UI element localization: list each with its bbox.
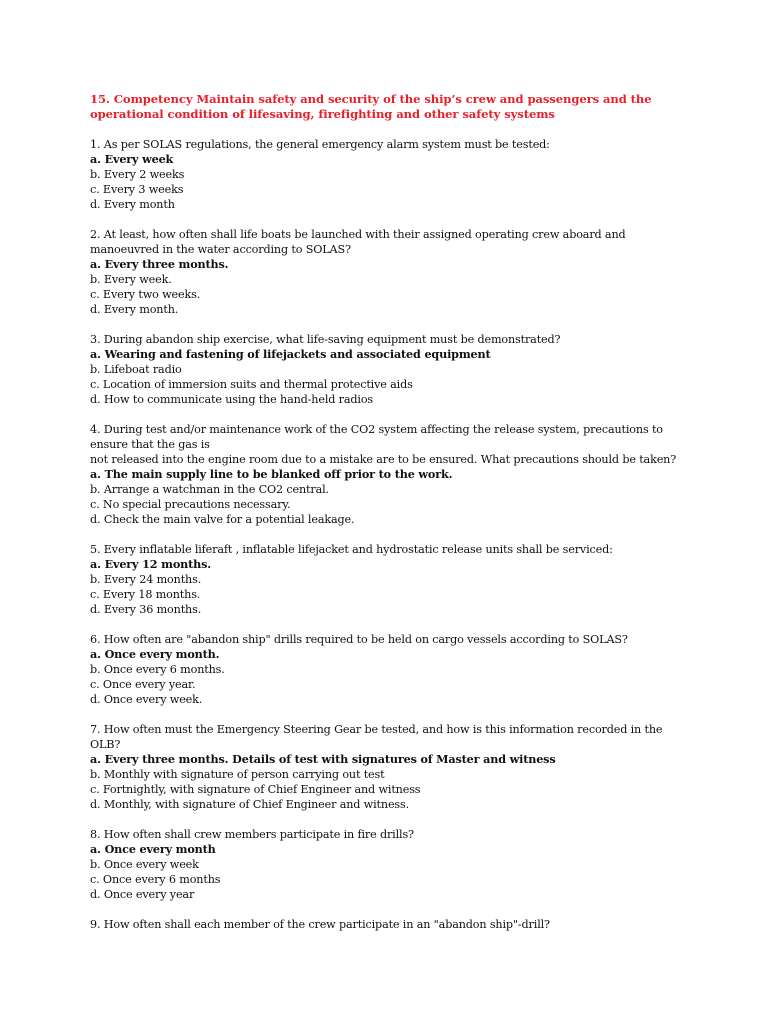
option-c: c. Every 18 months. [90, 588, 201, 601]
option-d: d. Once every year [90, 888, 195, 901]
option-b: b. Once every week [90, 858, 199, 871]
question-3 [90, 332, 690, 407]
question-text-continued: not released into the engine room due to a mistake are to be ensured. What precautions should be taken? [90, 453, 677, 466]
option-b: b. Arrange a watchman in the CO2 central. [90, 483, 329, 496]
option-d: d. Every 36 months. [90, 603, 202, 616]
question-text: 7. How often must the Emergency Steering Gear be tested, and how is this information recorded in the OLB? [90, 723, 663, 751]
question-9 [90, 917, 690, 932]
option-b: b. Every week. [90, 273, 172, 286]
section-heading: 15. Competency Maintain safety and security of the ship’s crew and passengers and the operational condition of lifesaving, firefighting and other safety systems [90, 92, 652, 121]
option-a-answer: a. Wearing and fastening of lifejackets and associated equipment [90, 347, 491, 361]
option-c: c. Fortnightly, with signature of Chief Engineer and witness [90, 783, 421, 796]
option-a-answer: a. Every week [90, 152, 174, 166]
document-page [90, 92, 690, 947]
question-2 [90, 227, 690, 317]
option-a-answer: a. Every 12 months. [90, 557, 212, 571]
option-d: d. Every month. [90, 303, 179, 316]
option-d: d. Once every week. [90, 693, 203, 706]
question-6 [90, 632, 690, 707]
option-c: c. Every two weeks. [90, 288, 201, 301]
question-text: 5. Every inflatable liferaft , inflatable lifejacket and hydrostatic release units shall be serviced: [90, 543, 613, 556]
option-b: b. Every 24 months. [90, 573, 202, 586]
question-text: 6. How often are "abandon ship" drills required to be held on cargo vessels according to SOLAS? [90, 633, 628, 646]
question-1 [90, 137, 690, 212]
question-text: 2. At least, how often shall life boats be launched with their assigned operating crew aboard and manoeuvred in the water according to SOLAS? [90, 228, 626, 256]
question-text: 4. During test and/or maintenance work of the CO2 system affecting the release system, precautions to ensure that the gas is [90, 423, 663, 451]
question-text: 9. How often shall each member of the crew participate in an "abandon ship"-drill? [90, 918, 550, 931]
option-d: d. How to communicate using the hand-held radios [90, 393, 374, 406]
question-5 [90, 542, 690, 617]
option-a-answer: a. Once every month. [90, 647, 220, 661]
question-4 [90, 422, 690, 527]
option-a-answer: a. Every three months. Details of test with signatures of Master and witness [90, 752, 556, 766]
option-c: c. Every 3 weeks [90, 183, 184, 196]
option-b: b. Once every 6 months. [90, 663, 225, 676]
option-c: c. Once every year. [90, 678, 196, 691]
question-7 [90, 722, 690, 812]
option-c: c. No special precautions necessary. [90, 498, 291, 511]
question-8 [90, 827, 690, 902]
option-c: c. Once every 6 months [90, 873, 221, 886]
option-d: d. Monthly, with signature of Chief Engineer and witness. [90, 798, 409, 811]
question-text: 3. During abandon ship exercise, what life-saving equipment must be demonstrated? [90, 333, 561, 346]
option-b: b. Lifeboat radio [90, 363, 182, 376]
option-c: c. Location of immersion suits and thermal protective aids [90, 378, 413, 391]
question-text: 8. How often shall crew members participate in fire drills? [90, 828, 414, 841]
option-b: b. Monthly with signature of person carrying out test [90, 768, 385, 781]
option-a-answer: a. Once every month [90, 842, 216, 856]
option-a-answer: a. Every three months. [90, 257, 229, 271]
option-d: d. Check the main valve for a potential leakage. [90, 513, 355, 526]
option-a-answer: a. The main supply line to be blanked off prior to the work. [90, 467, 453, 481]
option-b: b. Every 2 weeks [90, 168, 185, 181]
option-d: d. Every month [90, 198, 175, 211]
question-text: 1. As per SOLAS regulations, the general emergency alarm system must be tested: [90, 138, 550, 151]
